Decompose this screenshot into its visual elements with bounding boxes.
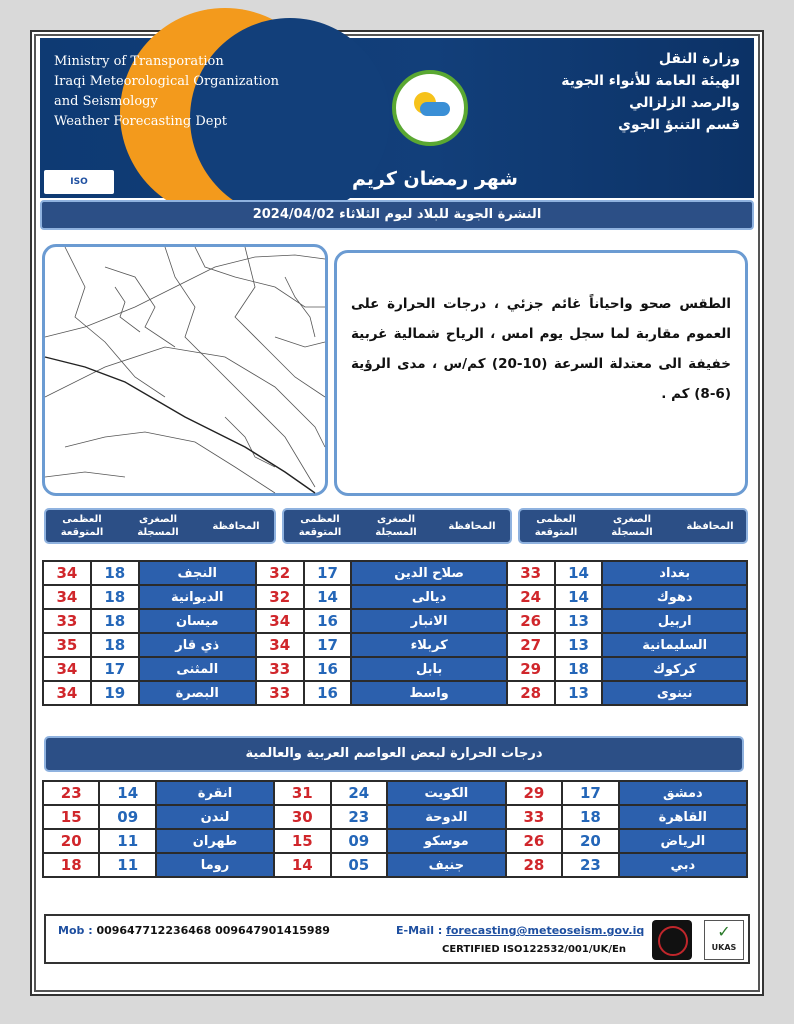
min-temp-cell: 16 xyxy=(305,682,351,704)
city-name-cell: البصرة xyxy=(140,682,255,704)
max-temp-cell: 20 xyxy=(44,830,98,852)
max-temp-cell: 29 xyxy=(508,658,554,680)
checkmark-icon: ✓ xyxy=(717,922,731,941)
max-temp-cell: 31 xyxy=(275,782,329,804)
city-name-cell: الدوحة xyxy=(388,806,505,828)
iraq-map-outline xyxy=(45,247,325,493)
city-name-cell: الرياض xyxy=(620,830,746,852)
max-temp-cell: 33 xyxy=(44,610,90,632)
max-temp-cell: 33 xyxy=(257,658,303,680)
max-temp-cell: 34 xyxy=(257,634,303,656)
city-name-cell: دمشق xyxy=(620,782,746,804)
city-name-cell: الانبار xyxy=(352,610,505,632)
max-temp-cell: 35 xyxy=(44,634,90,656)
ramadan-greeting: شهر رمضان كريم xyxy=(352,168,518,190)
min-temp-cell: 13 xyxy=(556,682,602,704)
capitals-title: درجات الحرارة لبعض العواصم العربية والعالمية xyxy=(44,736,744,772)
email-contact: E-Mail : forecasting@meteoseism.gov.iq xyxy=(396,924,645,937)
max-temp-cell: 34 xyxy=(44,682,90,704)
table-row xyxy=(44,634,746,656)
footer-contact xyxy=(44,914,750,964)
min-temp-cell: 18 xyxy=(92,562,138,584)
table-row xyxy=(44,830,746,852)
min-temp-cell: 13 xyxy=(556,610,602,632)
city-name-cell: اربيل xyxy=(603,610,746,632)
english-org-name: Ministry of Transporation Iraqi Meteorological Organization and Seismology Weather Forecasting Dept xyxy=(54,54,279,129)
table-row xyxy=(44,682,746,704)
city-name-cell: بابل xyxy=(352,658,505,680)
city-name-cell: ديالى xyxy=(352,586,505,608)
min-temp-cell: 20 xyxy=(563,830,617,852)
city-name-cell: القاهرة xyxy=(620,806,746,828)
min-temp-cell: 23 xyxy=(332,806,386,828)
forecast-text: الطقس صحو واحياناً غائم جزئي ، درجات الحرارة على العموم مقاربة لما سجل يوم امس ، الرياح شمالية غربية خفيفة الى معتدلة السرعة (10-20) كم/س ، مدى الرؤية (6-8) كم . xyxy=(351,296,731,402)
min-temp-cell: 14 xyxy=(100,782,154,804)
city-name-cell: المثنى xyxy=(140,658,255,680)
iso-badge: ISO xyxy=(44,170,114,194)
iraq-map xyxy=(42,244,328,496)
cloud-icon xyxy=(420,102,450,116)
min-temp-cell: 23 xyxy=(563,854,617,876)
table-row xyxy=(44,610,746,632)
capitals-temperature-table xyxy=(42,780,748,878)
min-temp-cell: 09 xyxy=(100,806,154,828)
forecast-text-box xyxy=(334,250,748,496)
ukas-logo: ✓ UKAS xyxy=(704,920,744,960)
city-name-cell: دهوك xyxy=(603,586,746,608)
min-temp-cell: 16 xyxy=(305,610,351,632)
min-temp-cell: 17 xyxy=(305,562,351,584)
min-temp-cell: 17 xyxy=(92,658,138,680)
min-temp-cell: 19 xyxy=(92,682,138,704)
certification-text: CERTIFIED ISO122532/001/UK/En xyxy=(442,944,626,955)
max-temp-cell: 34 xyxy=(44,562,90,584)
max-temp-cell: 33 xyxy=(507,806,561,828)
city-name-cell: بغداد xyxy=(603,562,746,584)
table-row xyxy=(44,658,746,680)
table-row xyxy=(44,562,746,584)
min-temp-cell: 24 xyxy=(332,782,386,804)
min-temp-cell: 14 xyxy=(556,586,602,608)
min-temp-cell: 11 xyxy=(100,854,154,876)
city-name-cell: نينوى xyxy=(603,682,746,704)
max-temp-cell: 30 xyxy=(275,806,329,828)
min-temp-cell: 17 xyxy=(305,634,351,656)
province-temperature-table xyxy=(42,560,748,706)
max-temp-cell: 28 xyxy=(508,682,554,704)
email-link[interactable]: forecasting@meteoseism.gov.iq xyxy=(446,924,645,937)
min-temp-cell: 13 xyxy=(556,634,602,656)
city-name-cell: طهران xyxy=(157,830,273,852)
city-name-cell: النجف xyxy=(140,562,255,584)
city-name-cell: ميسان xyxy=(140,610,255,632)
min-temp-cell: 18 xyxy=(92,586,138,608)
min-temp-cell: 17 xyxy=(563,782,617,804)
table-row xyxy=(44,854,746,876)
max-temp-cell: 34 xyxy=(44,658,90,680)
city-name-cell: السليمانية xyxy=(603,634,746,656)
city-name-cell: جنيف xyxy=(388,854,505,876)
organization-logo xyxy=(392,70,468,146)
table-row xyxy=(44,782,746,804)
max-temp-cell: 26 xyxy=(508,610,554,632)
max-temp-cell: 23 xyxy=(44,782,98,804)
max-temp-cell: 15 xyxy=(275,830,329,852)
table-row xyxy=(44,586,746,608)
max-temp-cell: 32 xyxy=(257,586,303,608)
bulletin-title: النشرة الجوية للبلاد ليوم الثلاثاء 2024/04/02 xyxy=(40,200,754,230)
header-banner xyxy=(40,38,754,198)
min-temp-cell: 18 xyxy=(563,806,617,828)
city-name-cell: ذي قار xyxy=(140,634,255,656)
province-header-bar-1: العظمى المتوقعة الصغرى المسجلة المحافظة xyxy=(518,508,748,544)
city-name-cell: لندن xyxy=(157,806,273,828)
max-temp-cell: 15 xyxy=(44,806,98,828)
city-name-cell: روما xyxy=(157,854,273,876)
province-header-bar-3: العظمى المتوقعة الصغرى المسجلة المحافظة xyxy=(44,508,276,544)
max-temp-cell: 14 xyxy=(275,854,329,876)
min-temp-cell: 05 xyxy=(332,854,386,876)
min-temp-cell: 18 xyxy=(556,658,602,680)
city-name-cell: كربلاء xyxy=(352,634,505,656)
min-temp-cell: 16 xyxy=(305,658,351,680)
max-temp-cell: 26 xyxy=(507,830,561,852)
city-name-cell: دبي xyxy=(620,854,746,876)
min-temp-cell: 18 xyxy=(92,634,138,656)
certification-logo xyxy=(652,920,692,960)
max-temp-cell: 27 xyxy=(508,634,554,656)
city-name-cell: الكويت xyxy=(388,782,505,804)
min-temp-cell: 09 xyxy=(332,830,386,852)
max-temp-cell: 33 xyxy=(508,562,554,584)
arabic-org-name: وزارة النقل الهيئة العامة للأنواء الجوية والرصد الزلزالي قسم التنبؤ الجوي xyxy=(561,51,740,133)
min-temp-cell: 11 xyxy=(100,830,154,852)
max-temp-cell: 29 xyxy=(507,782,561,804)
city-name-cell: صلاح الدين xyxy=(352,562,505,584)
city-name-cell: انقرة xyxy=(157,782,273,804)
max-temp-cell: 24 xyxy=(508,586,554,608)
mobile-numbers: Mob : 009647712236468 009647901415989 xyxy=(58,924,330,937)
city-name-cell: موسكو xyxy=(388,830,505,852)
city-name-cell: واسط xyxy=(352,682,505,704)
max-temp-cell: 32 xyxy=(257,562,303,584)
max-temp-cell: 18 xyxy=(44,854,98,876)
city-name-cell: كركوك xyxy=(603,658,746,680)
min-temp-cell: 18 xyxy=(92,610,138,632)
table-row xyxy=(44,806,746,828)
max-temp-cell: 33 xyxy=(257,682,303,704)
min-temp-cell: 14 xyxy=(556,562,602,584)
city-name-cell: الديوانية xyxy=(140,586,255,608)
max-temp-cell: 34 xyxy=(257,610,303,632)
max-temp-cell: 28 xyxy=(507,854,561,876)
min-temp-cell: 14 xyxy=(305,586,351,608)
province-header-bar-2: العظمى المتوقعة الصغرى المسجلة المحافظة xyxy=(282,508,512,544)
max-temp-cell: 34 xyxy=(44,586,90,608)
